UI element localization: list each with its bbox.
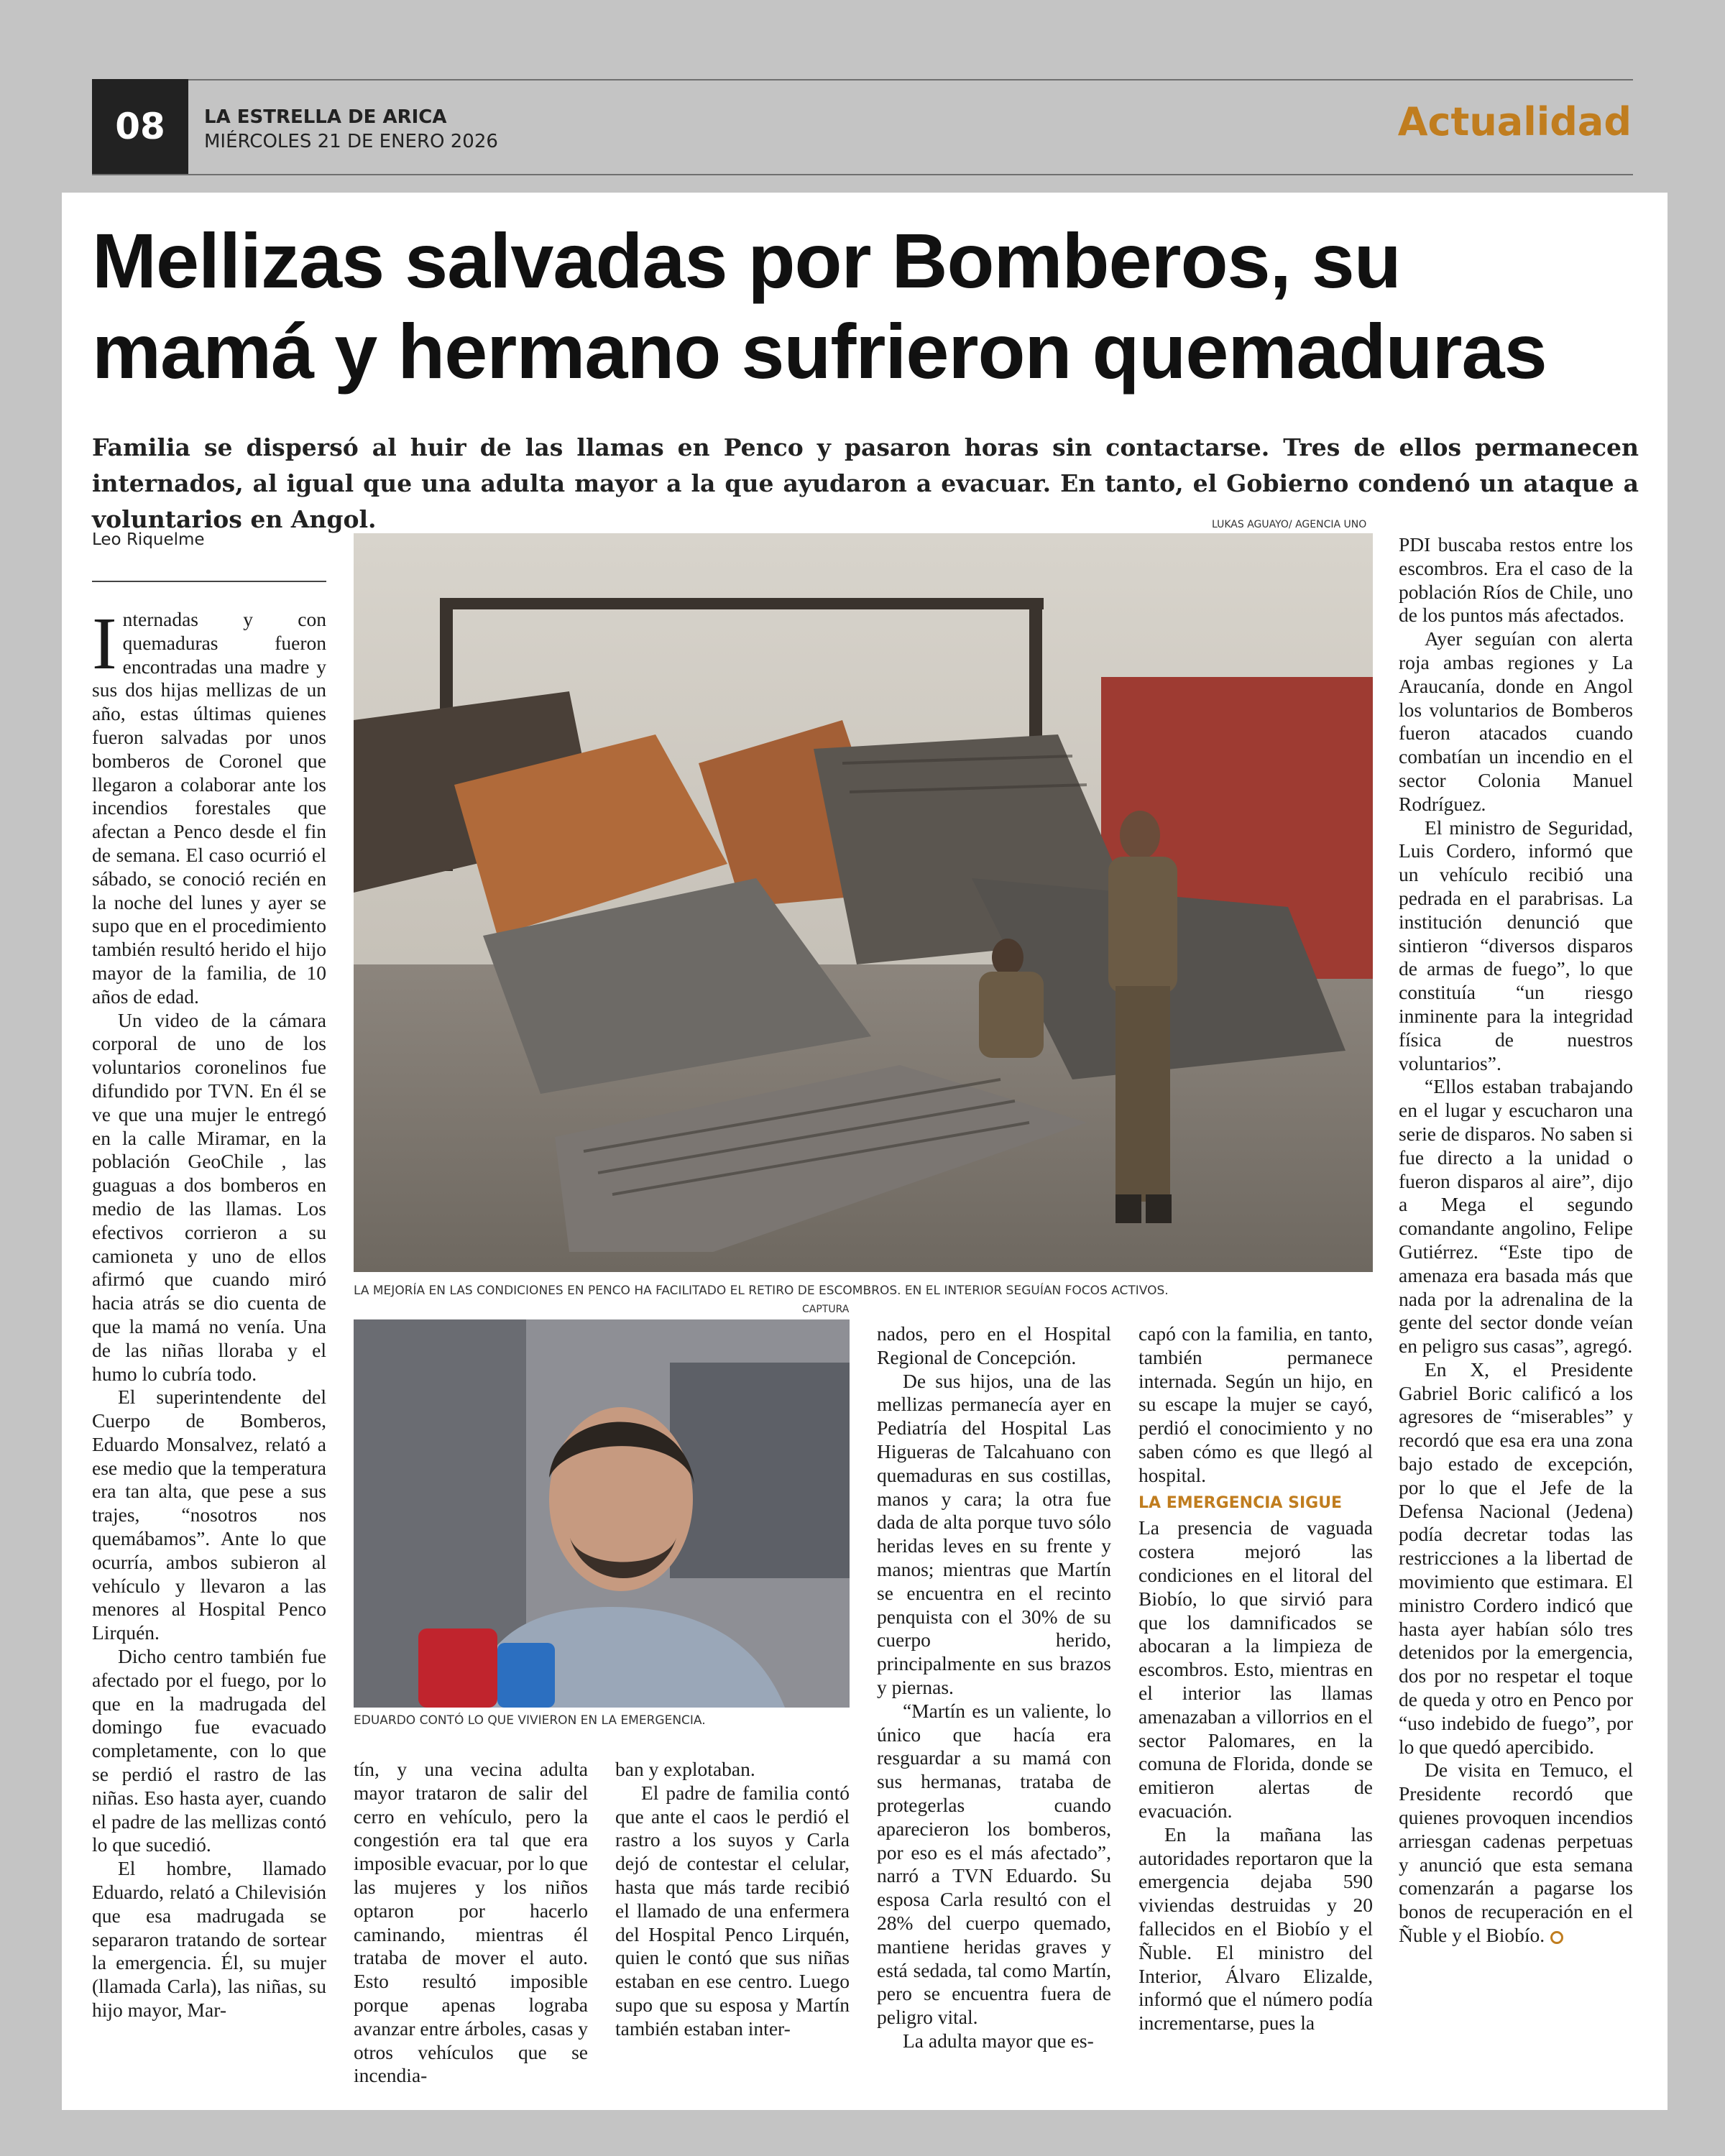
paragraph: En X, el Presidente Gabriel Boric calificó a los agresores de “miserables” y recordó que esa era una zona bajo estado de excepción, por lo que el Jefe de la Defensa Nacional (Jedena) podía decretar todas las restricciones a la libertad de movimiento que estimara. El ministro Cordero indicó que hasta ayer habían sólo tres detenidos por la emergencia, dos por no respetar el toque de queda y otro en Penco por “uso indebido de fuego”, por lo que quedó apercibido.: [1399, 1358, 1633, 1758]
paragraph: De sus hijos, una de las mellizas permanecía ayer en Pediatría del Hospital Las Higueras de Talcahuano con quemaduras en sus costillas, manos y cara; la otra fue dada de alta porque tuvo sólo heridas leves en su frente y manos; mientras que Martín se encuentra en el recinto penquista con el 30% de su cuerpo herido, principalmente en sus brazos y piernas.: [877, 1369, 1111, 1698]
paragraph: “Martín es un valiente, lo único que hacía era resguardar a su mamá con sus hermanas, trataba de protegerlas cuando aparecieron los bomberos, por eso es el más afectado”, narró a TVN Eduardo. Su esposa Carla resultó con el 28% del cuerpo quemado, mantiene heridas graves y está sedada, tal como Martín, pero se encuentra fuera de peligro vital.: [877, 1699, 1111, 2029]
header-rule-top: [92, 79, 1633, 80]
paragraph: ban y explotaban.: [615, 1758, 755, 1780]
paragraph-text: De visita en Temuco, el Presidente recordó que quienes provoquen incendios arriesgan cadenas perpetuas y anunció que esta semana comenzarán a pagarse los bonos de recuperación en el Ñuble y el Biobío.: [1399, 1759, 1633, 1947]
section-subheading: LA EMERGENCIA SIGUE: [1138, 1493, 1343, 1512]
headline: Mellizas salvadas por Bomberos, su mamá y hermano sufrieron quemaduras: [92, 217, 1547, 395]
subhead: Familia se dispersó al huir de las llamas en Penco y pasaron horas sin contactarse. Tres de ellos permanecen internados, al igual que una adulta mayor a la que ayudaron a evacuar. En tanto, el Gobierno condenó un ataque a voluntarios en Angol.: [92, 433, 1639, 533]
page-number: 08: [92, 79, 188, 174]
paragraph: El padre de familia contó que ante el caos le perdió el rastro a los suyos y Carla dejó de contestar el celular, hasta que más tarde recibió el llamado de una enfermera del Hospital Penco Lirquén, quien le contó que sus niñas estaban en ese centro. Luego supo que su esposa y Martín también estaban inter-: [615, 1781, 850, 2040]
paragraph: El superintendente del Cuerpo de Bomberos, Eduardo Monsalvez, relató a ese medio que la temperatura era tan alta, que pese a sus trajes, “nosotros nos quemábamos”. Ante lo que ocurría, ambos subieron al vehículo y llevaron a las menores al Hospital Penco Lirquén.: [92, 1386, 326, 1644]
paragraph: En la mañana las autoridades reportaron que la emergencia dejaba 590 viviendas destruidas y 20 fallecidos en el Biobío y el Ñuble. El ministro del Interior, Álvaro Elizalde, informó que el número podía incrementarse, pues la: [1138, 1823, 1373, 2035]
paragraph: “Ellos estaban trabajando en el lugar y escucharon una serie de disparos. No saben si fue directo a la unidad o fueron disparos al aire”, dijo a Mega el segundo comandante angolino, Felipe Gutiérrez. “Este tipo de amenaza era basada más que nada por la adrenalina de la gente del sector donde veían en peligro sus casas”, agregó.: [1399, 1075, 1633, 1358]
main-photo: [354, 533, 1373, 1272]
article-column-2: [354, 1758, 588, 2088]
section-name: Actualidad: [1397, 99, 1632, 144]
article-column-6: [1399, 533, 1633, 1948]
byline: Leo Riquelme: [92, 530, 205, 549]
paragraph-text: nternadas y con quemaduras fueron encontradas una madre y sus dos hijas mellizas de un año, estas últimas quienes fueron salvadas por unos bomberos de Coronel que llegaron a colaborar ante los incendios forestales que afectan a Penco desde el fin de semana. El caso ocurrió el sábado, se conoció recién en la noche del lunes y ayer se supo que en el procedimiento también resultó herido el hijo mayor de la familia, de 10 años de edad.: [92, 608, 326, 1008]
paragraph: La presencia de vaguada costera mejoró las condiciones en el litoral del Biobío, lo que sirvió para que los damnificados se abocaran a la limpieza de escombros. Esto, mientras en el interior las llamas amenazaban a villorrios en el sector Palomares, en la comuna de Florida, donde se emitieron alertas de evacuación.: [1138, 1516, 1373, 1822]
byline-rule: [92, 581, 326, 582]
paragraph: [1399, 1759, 1633, 1947]
paragraph: El hombre, llamado Eduardo, relató a Chilevisión que esa madrugada se separaron tratando de sortear la emergencia. Él, su mujer (llamada Carla), las niñas, su hijo mayor, Mar-: [92, 1857, 326, 2022]
firefighter-figure: [1108, 811, 1177, 1223]
publication-name: LA ESTRELLA DE ARICA: [204, 106, 447, 128]
article-column-5: [1138, 1322, 1373, 2035]
paragraph: nados, pero en el Hospital Regional de Concepción.: [877, 1322, 1111, 1368]
interview-photo-illustration: [354, 1319, 850, 1708]
publication-date: MIÉRCOLES 21 DE ENERO 2026: [204, 131, 498, 152]
drop-cap: I: [92, 602, 117, 685]
paragraph: El ministro de Seguridad, Luis Cordero, informó que un vehículo recibió una pedrada en el parabrisas. La institución denunció que sintieron “diversos disparos de armas de fuego”, lo que constituía “un riesgo inminente para la integridad física de nuestros voluntarios”.: [1399, 816, 1633, 1074]
paragraph: PDI buscaba restos entre los escombros. Era el caso de la población Ríos de Chile, uno de los puntos más afectados.: [1399, 533, 1633, 627]
paragraph: [92, 602, 326, 1009]
photo1-caption: LA MEJORÍA EN LAS CONDICIONES EN PENCO HA FACILITADO EL RETIRO DE ESCOMBROS. EN EL INTERIOR SEGUÍAN FOCOS ACTIVOS.: [354, 1284, 1169, 1298]
paragraph: Dicho centro también fue afectado por el fuego, por lo que en la madrugada del domingo fue evacuado completamente, con lo que se perdió el rastro de las niñas. Eso hasta ayer, cuando el padre de las mellizas contó lo que sucedió.: [92, 1645, 326, 1856]
article-column-1: [92, 602, 326, 2022]
photo2-caption: EDUARDO CONTÓ LO QUE VIVIERON EN LA EMERGENCIA.: [354, 1713, 706, 1728]
paragraph: capó con la familia, en tanto, también permanece internada. Según un hijo, en su escape la mujer se cayó, perdió el conocimiento y no saben cómo es que llegó al hospital.: [1138, 1322, 1373, 1486]
header-rule-bottom: [92, 174, 1633, 175]
photo1-credit: LUKAS AGUAYO/ AGENCIA UNO: [1212, 519, 1367, 530]
debris-photo-illustration: [354, 533, 1373, 1272]
paragraph: Un video de la cámara corporal de uno de los voluntarios coronelinos fue difundido por TVN. En él se ve que una mujer le entregó en la calle Miramar, en la población GeoChile , las guaguas a dos bomberos en medio de las llamas. Los efectivos corrieron a su camioneta y uno de ellos afirmó que cuando miró hacia atrás se dio cuenta de que la mamá no venía. Una de las niñas lloraba y el humo lo cubría todo.: [92, 1008, 326, 1385]
photo2-credit: CAPTURA: [802, 1304, 850, 1315]
article-column-3: [615, 1758, 850, 2041]
paragraph: Ayer seguían con alerta roja ambas regiones y La Araucanía, donde en Angol los voluntarios de Bomberos fueron atacados cuando combatían un incendio en el sector Colonia Manuel Rodríguez.: [1399, 627, 1633, 815]
article-column-4: [877, 1322, 1111, 2053]
paragraph: tín, y una vecina adulta mayor trataron de salir del cerro en vehículo, pero la congestión era tal que era imposible evacuar, por lo que las mujeres y los niños optaron por hacerlo caminando, mientras él trataba de mover el auto. Esto resultó imposible porque apenas lograba avanzar entre árboles, casas y otros vehículos que se incendia-: [354, 1758, 588, 2087]
paragraph: La adulta mayor que es-: [903, 2029, 1094, 2052]
end-mark-icon: [1550, 1931, 1563, 1944]
interview-photo: [354, 1319, 850, 1708]
